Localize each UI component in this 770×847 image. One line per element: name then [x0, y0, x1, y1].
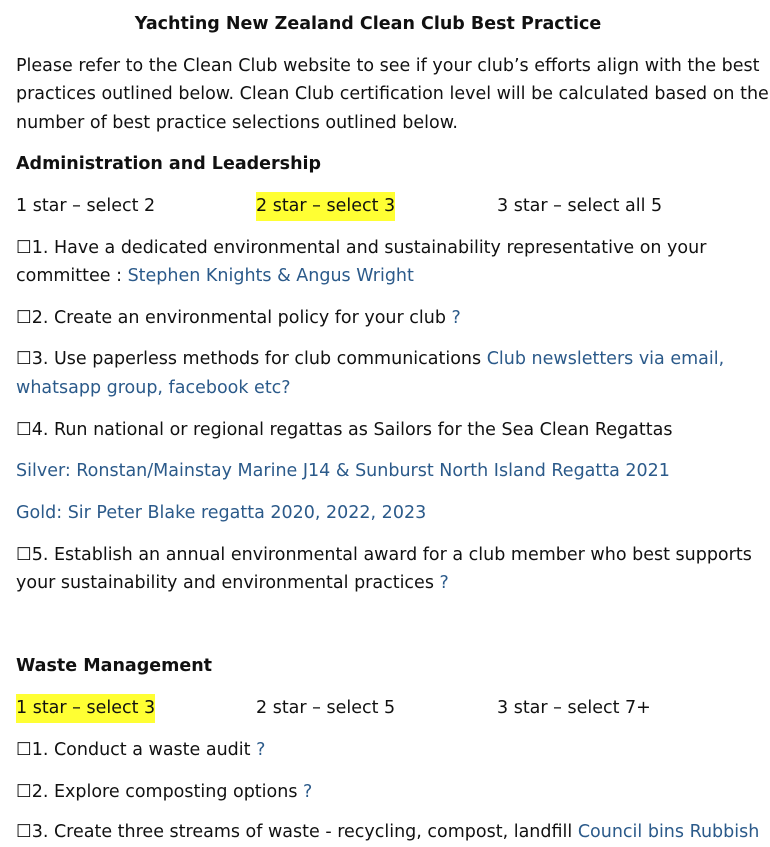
waste-item-1-text: 1. Conduct a waste audit [31, 740, 257, 760]
admin-item-5-cont [16, 569, 449, 598]
admin-item-3-link[interactable]: Club newsletters via email, [486, 349, 725, 369]
admin-item-3-cont [16, 374, 291, 403]
admin-item-4-gold-link[interactable]: Gold: Sir Peter Blake regatta 2020, 2022, 2023 [16, 503, 427, 523]
admin-tier-1-star: 1 star – select 2 [16, 196, 156, 216]
waste-tier-3-star: 3 star – select 7+ [497, 698, 651, 718]
checkbox-icon[interactable]: ☐ [16, 545, 32, 565]
admin-item-2-link[interactable]: ? [451, 308, 461, 328]
admin-item-2-text: 2. Create an environmental policy for your club [31, 308, 452, 328]
waste-item-3-text: 3. Create three streams of waste - recycling, compost, landfill [31, 822, 578, 842]
waste-item-2-link[interactable]: ? [303, 782, 313, 802]
admin-item-1 [16, 234, 706, 263]
admin-item-5 [16, 541, 752, 570]
admin-tier-3-star: 3 star – select all 5 [497, 196, 663, 216]
admin-item-4-text: 4. Run national or regional regattas as Sailors for the Sea Clean Regattas [31, 420, 673, 440]
section-heading-waste: Waste Management [16, 656, 213, 676]
admin-item-3-link-cont[interactable]: whatsapp group, facebook etc? [16, 378, 291, 398]
checkbox-icon[interactable]: ☐ [16, 308, 32, 328]
admin-item-1-cont [16, 262, 414, 291]
document-title: Yachting New Zealand Clean Club Best Practice [134, 14, 602, 34]
checkbox-icon[interactable]: ☐ [16, 349, 32, 369]
admin-item-3-text: 3. Use paperless methods for club communications [31, 349, 487, 369]
admin-item-5-text: 5. Establish an annual environmental award for a club member who best supports [31, 545, 752, 565]
admin-tier-2-star: 2 star – select 3 [256, 192, 395, 221]
waste-item-2 [16, 778, 312, 807]
checkbox-icon[interactable]: ☐ [16, 740, 32, 760]
admin-item-4 [16, 416, 672, 445]
admin-item-4-silver-link[interactable]: Silver: Ronstan/Mainstay Marine J14 & Sunburst North Island Regatta 2021 [16, 461, 670, 481]
admin-item-1-text-cont: committee : [16, 266, 128, 286]
waste-item-1-link[interactable]: ? [256, 740, 266, 760]
admin-item-1-link[interactable]: Stephen Knights & Angus Wright [127, 266, 414, 286]
waste-tier-1-star: 1 star – select 3 [16, 694, 155, 723]
section-heading-admin: Administration and Leadership [16, 154, 322, 174]
admin-item-2 [16, 304, 461, 333]
waste-tier-2-star: 2 star – select 5 [256, 698, 396, 718]
checkbox-icon[interactable]: ☐ [16, 822, 32, 842]
waste-item-1 [16, 736, 265, 765]
admin-item-5-text-cont: your sustainability and environmental practices [16, 573, 440, 593]
admin-item-5-link[interactable]: ? [439, 573, 449, 593]
intro-line-1: Please refer to the Clean Club website to see if your club’s efforts align with the best [16, 56, 760, 76]
waste-item-2-text: 2. Explore composting options [31, 782, 304, 802]
checkbox-icon[interactable]: ☐ [16, 238, 32, 258]
checkbox-icon[interactable]: ☐ [16, 420, 32, 440]
intro-line-3: number of best practice selections outlined below. [16, 113, 458, 133]
waste-item-3-link[interactable]: Council bins Rubbish [577, 822, 760, 842]
admin-item-3 [16, 345, 724, 374]
checkbox-icon[interactable]: ☐ [16, 782, 32, 802]
intro-line-2: practices outlined below. Clean Club certification level will be calculated based on the [16, 84, 769, 104]
waste-item-3 [16, 818, 759, 847]
admin-item-1-text: 1. Have a dedicated environmental and sustainability representative on your [31, 238, 707, 258]
